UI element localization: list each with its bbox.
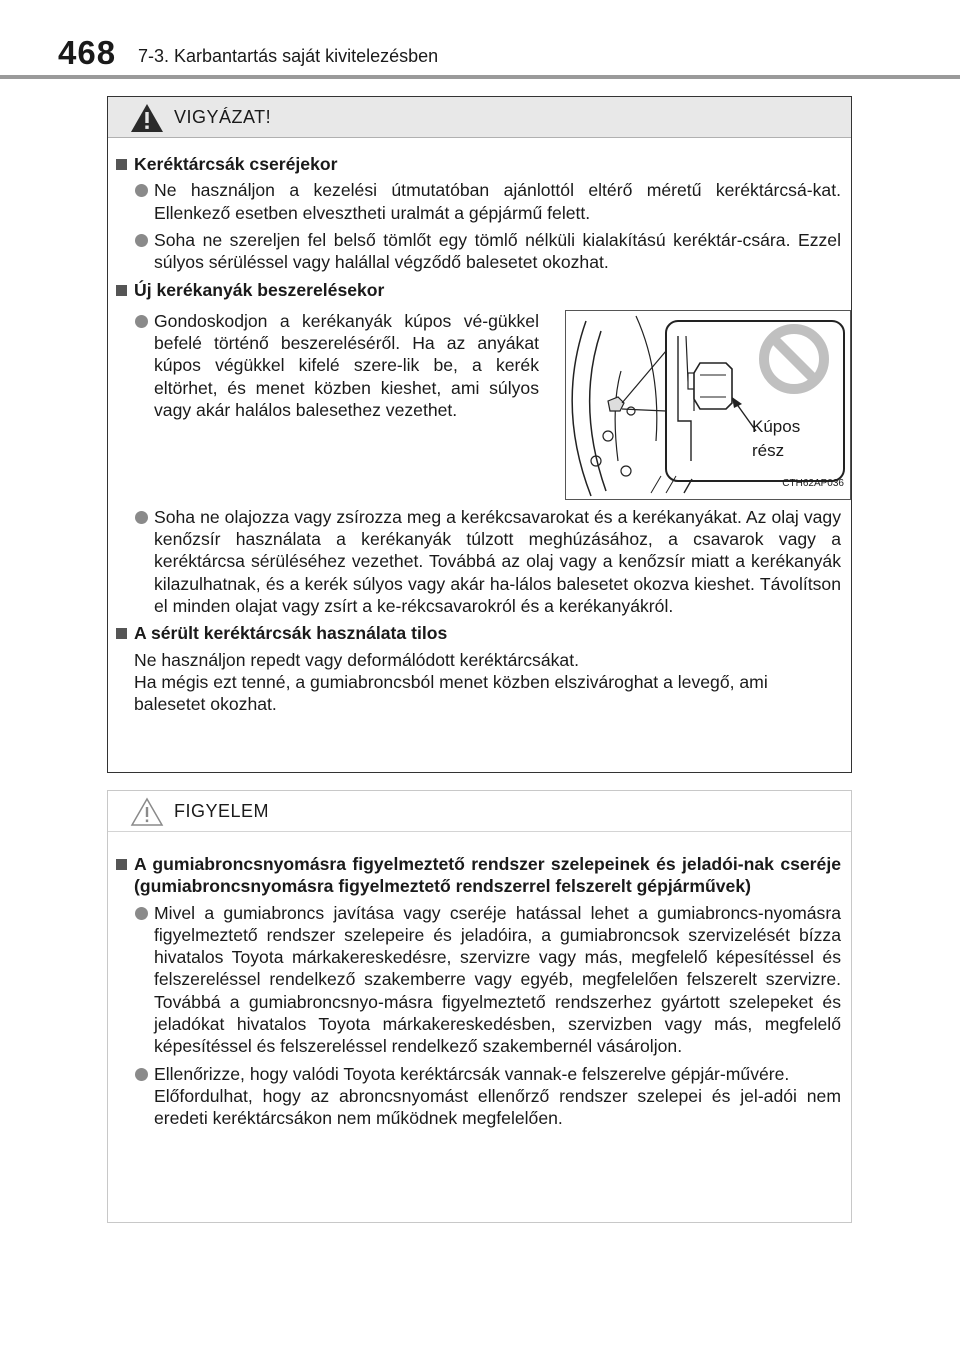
taper-label — [752, 415, 800, 463]
list-item — [114, 1063, 841, 1130]
list-item-text: Ellenőrizze, hogy valódi Toyota keréktárcsák vannak-e felszerelve gépjár-művére. — [154, 1063, 790, 1084]
taper-label-line1: Kúpos — [752, 416, 801, 436]
caution-triangle-icon — [130, 797, 164, 827]
warning-content — [114, 153, 844, 715]
section-title: 7-3. Karbantartás saját kivitelezésben — [138, 46, 439, 66]
warning-title: VIGYÁZAT! — [174, 107, 272, 127]
notice-content — [114, 853, 841, 1130]
page-number: 468 — [58, 34, 117, 71]
warning-box-header — [108, 97, 851, 138]
notice-box — [107, 790, 852, 1223]
list-item: Gondoskodjon a kerékanyák kúpos vé-gükkel befelé történő beszereléséről. Ha az anyákat kúpos végükkel kifelé szere-lik be, a kerék eltörhet, és menet közben kieshet, ami súlyos vagy akár halálos balesethez vezethet. — [114, 310, 539, 421]
wheel-nut-illustration — [566, 311, 850, 499]
list-item-continuation: Előfordulhat, hogy az abroncsnyomást ellenőrző rendszer szelepei és jel-adói nem eredeti keréktárcsákon nem működnek megfelelően. — [154, 1085, 841, 1129]
taper-label-line2: rész — [752, 440, 785, 460]
wheel-nut-figure — [565, 310, 851, 500]
warning-triangle-icon — [130, 103, 164, 133]
notice-title: FIGYELEM — [174, 801, 270, 821]
nut-instruction-row — [114, 310, 844, 500]
list-item: Ne használjon a kezelési útmutatóban ajánlottól eltérő méretű keréktárcsá-kat. Ellenkező esetben elvesztheti uralmát a gépjármű felett. — [114, 179, 841, 224]
list-item: Soha ne szereljen fel belső tömlőt egy tömlő nélküli kialakítású keréktár-csára. Ezzel súlyos sérüléssel vagy halállal végződő balesetet okozhat. — [114, 229, 841, 274]
figure-code: CTH62AP036 — [782, 478, 844, 490]
notice-box-header — [108, 791, 851, 832]
paragraph: Ne használjon repedt vagy deformálódott keréktárcsákat. — [134, 649, 579, 670]
header-rule — [0, 75, 960, 79]
section-heading: Új kerékanyák beszerelésekor — [114, 279, 841, 301]
warning-box — [107, 96, 852, 773]
list-item: Mivel a gumiabroncs javítása vagy cseréje hatással lehet a gumiabroncs-nyomásra figyelmeztető rendszer szelepeire és jeladóira, a gumiabroncsok szervizelését bízza hivatalos Toyota márkakereskedésre, szervizre vagy más, megfelelő képesítéssel és felszereléssel rendelkező szakemberre vagy egyéb, megfelelően felszerelt szervizre. Továbbá a gumiabroncsnyo-másra figyelmeztető rendszerhez gyártott szelepeket és jeladókat hivatalos Toyota márkakereskedésben, szervizben vagy más, megfelelő képesítéssel és felszereléssel rendelkező szakembernél vásároljon. — [114, 902, 841, 1058]
list-item: Soha ne olajozza vagy zsírozza meg a kerékcsavarokat és a kerékanyákat. Az olaj vagy kenőzsír használata a kerékanyák túlzott meghúzásához, a csavarok vagy a keréktárcsa sérüléséhez vezethet. Továbbá az olaj vagy a kenőzsír miatt a kerékanyák kilazulhatnak, és a kerék súlyos vagy akár ha-lálos balesetet okozva kieshet. Távolítson el minden olajat vagy zsírt a ke-rékcsavarokról és a kerékanyákról. — [114, 506, 841, 617]
section-heading: A sérült keréktárcsák használata tilos — [114, 622, 841, 644]
section-heading: A gumiabroncsnyomásra figyelmeztető rendszer szelepeinek és jeladói-nak cseréje (gumiabroncsnyomásra figyelmeztető rendszerrel felszerelt gépjárművek) — [114, 853, 841, 898]
section-heading: Keréktárcsák cseréjekor — [114, 153, 841, 175]
page-header — [0, 0, 960, 80]
paragraph: Ha mégis ezt tenné, a gumiabroncsból menet közben elszivároghat a levegő, ami balesetet okozhat. — [134, 671, 768, 715]
